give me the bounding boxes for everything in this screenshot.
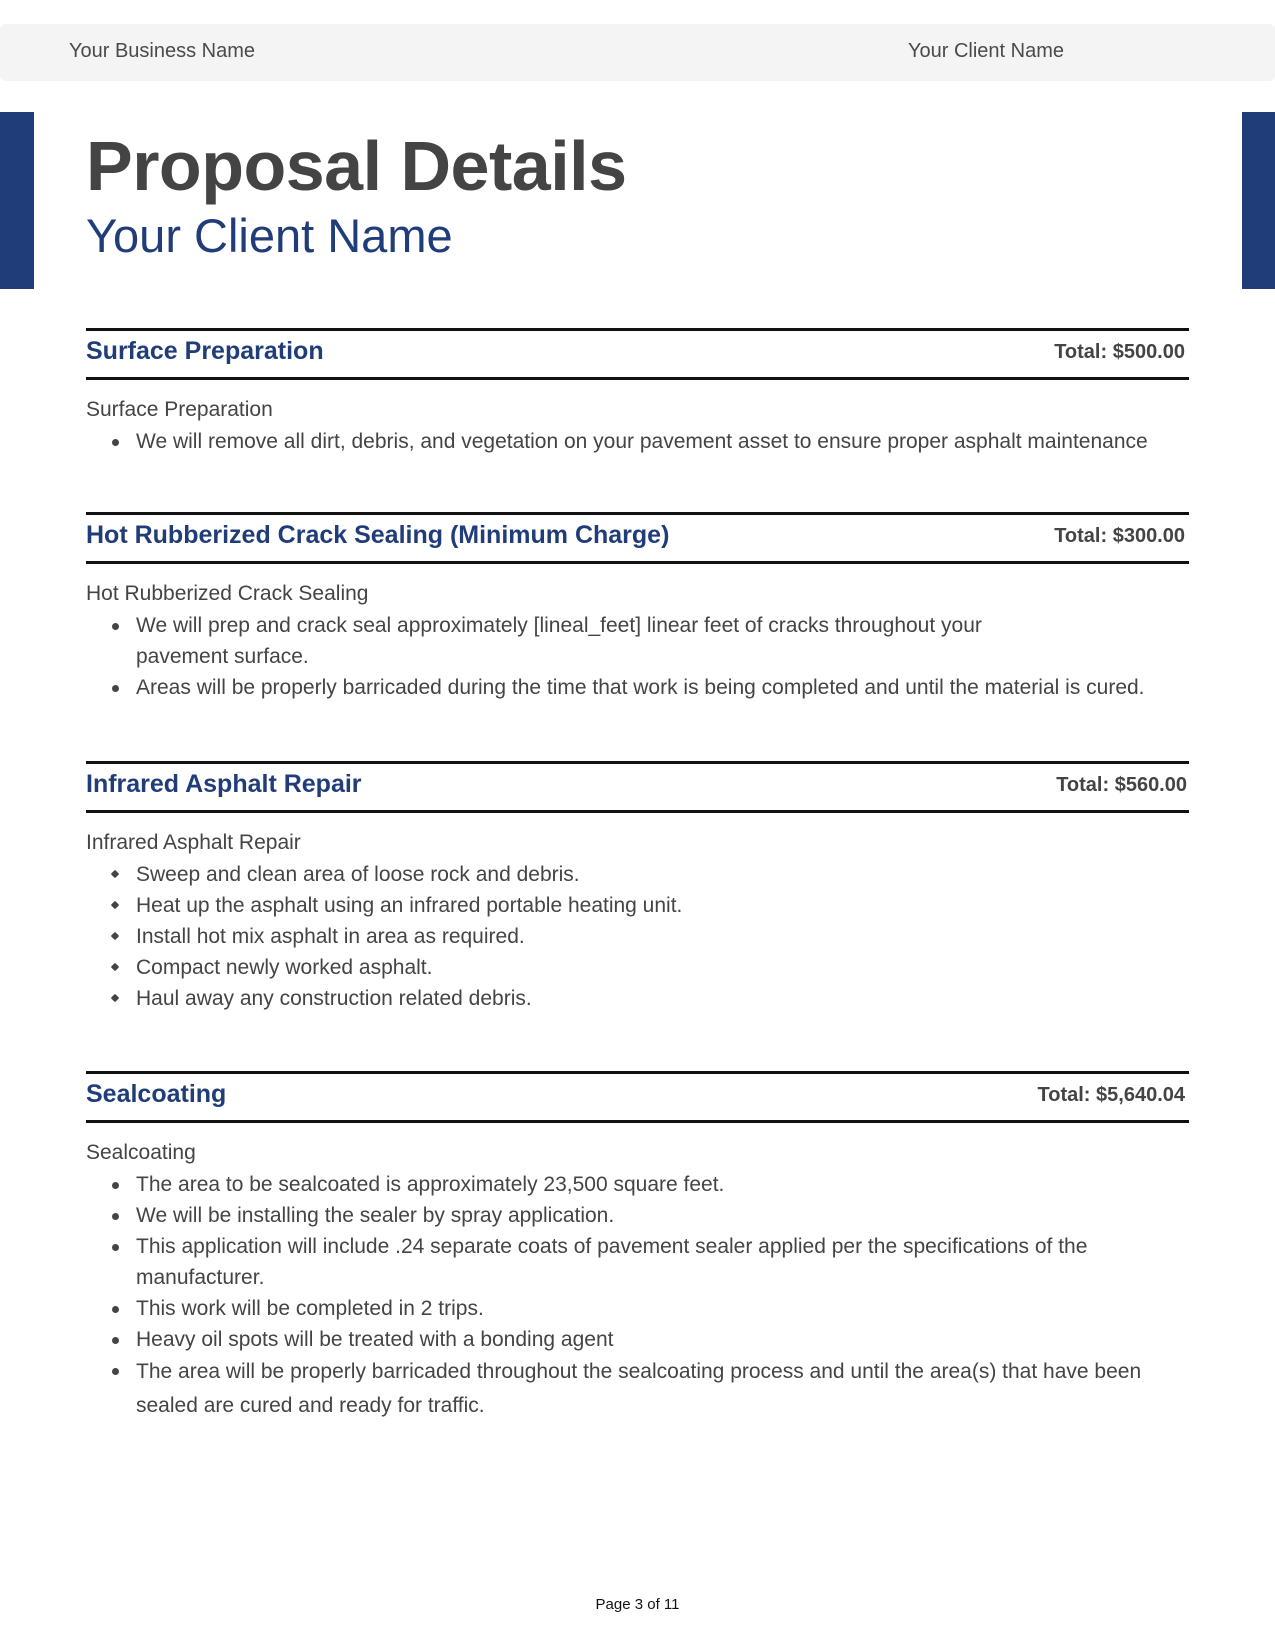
- section-subtitle: Surface Preparation: [86, 398, 273, 421]
- section-total: Total: $5,640.04: [1037, 1084, 1185, 1106]
- section-total: Total: $500.00: [1054, 341, 1185, 363]
- bullet-diamond-icon: [111, 963, 119, 971]
- section-header: [86, 1071, 1189, 1123]
- list-item: We will prep and crack seal approximately [lineal_feet] linear feet of cracks throughout your pavement surface.: [136, 610, 1189, 672]
- bullet-diamond-icon: [111, 901, 119, 909]
- accent-bar-left: [0, 112, 34, 289]
- section-subtitle: Infrared Asphalt Repair: [86, 831, 301, 854]
- bullet-list: [86, 1169, 1189, 1423]
- section-title: Surface Preparation: [86, 337, 324, 365]
- bullet-diamond-icon: [111, 870, 119, 878]
- bullet-diamond-icon: [111, 994, 119, 1002]
- section-header: [86, 761, 1189, 813]
- list-item: Areas will be properly barricaded during the time that work is being completed and until the material is cured.: [136, 672, 1189, 703]
- document-header-bar: [0, 24, 1275, 81]
- list-item: We will be installing the sealer by spray application.: [136, 1200, 1189, 1231]
- page-subtitle-client-name: Your Client Name: [86, 209, 453, 262]
- list-item: This application will include .24 separate coats of pavement sealer applied per the specifications of the manufacturer.: [136, 1231, 1189, 1293]
- section-subtitle: Hot Rubberized Crack Sealing: [86, 582, 369, 605]
- bullet-list: [86, 610, 1189, 703]
- section-infrared-asphalt-repair: [86, 761, 1189, 1014]
- section-title: Sealcoating: [86, 1080, 227, 1108]
- list-item: This work will be completed in 2 trips.: [136, 1293, 1189, 1324]
- accent-bar-right: [1242, 112, 1275, 289]
- list-item: Sweep and clean area of loose rock and debris.: [136, 859, 1189, 890]
- page-title: Proposal Details: [86, 127, 627, 205]
- bullet-dot-icon: [112, 623, 119, 630]
- section-header: [86, 512, 1189, 564]
- section-title: Hot Rubberized Crack Sealing (Minimum Charge): [86, 521, 670, 549]
- bullet-dot-icon: [112, 1213, 119, 1220]
- list-item: Heavy oil spots will be treated with a bonding agent: [136, 1324, 1189, 1355]
- bullet-dot-icon: [112, 1244, 119, 1251]
- bullet-dot-icon: [112, 1306, 119, 1313]
- list-item: The area will be properly barricaded throughout the sealcoating process and until the area(s) that have been sealed are cured and ready for traffic.: [136, 1355, 1189, 1423]
- section-total: Total: $300.00: [1054, 525, 1185, 547]
- bullet-dot-icon: [112, 1368, 119, 1375]
- header-client-name: Your Client Name: [908, 40, 1065, 62]
- section-surface-preparation: [86, 328, 1189, 457]
- list-item: The area to be sealcoated is approximately 23,500 square feet.: [136, 1169, 1189, 1200]
- business-name: Your Business Name: [69, 40, 256, 62]
- bullet-dot-icon: [112, 685, 119, 692]
- list-item: We will remove all dirt, debris, and vegetation on your pavement asset to ensure proper asphalt maintenance: [136, 426, 1189, 457]
- list-item: Heat up the asphalt using an infrared portable heating unit.: [136, 890, 1189, 921]
- section-total: Total: $560.00: [1056, 774, 1187, 796]
- bullet-list: [86, 426, 1189, 457]
- list-item: Install hot mix asphalt in area as required.: [136, 921, 1189, 952]
- list-item: Haul away any construction related debris.: [136, 983, 1189, 1014]
- bullet-dot-icon: [112, 1182, 119, 1189]
- section-subtitle: Sealcoating: [86, 1141, 196, 1164]
- bullet-dot-icon: [112, 1337, 119, 1344]
- section-header: [86, 328, 1189, 380]
- page-number: Page 3 of 11: [595, 1596, 680, 1613]
- list-item: Compact newly worked asphalt.: [136, 952, 1189, 983]
- bullet-diamond-icon: [111, 932, 119, 940]
- section-title: Infrared Asphalt Repair: [86, 770, 362, 798]
- section-hot-rubberized-crack-sealing: [86, 512, 1189, 703]
- bullet-list: [86, 859, 1189, 1014]
- bullet-dot-icon: [112, 439, 119, 446]
- section-sealcoating: [86, 1071, 1189, 1423]
